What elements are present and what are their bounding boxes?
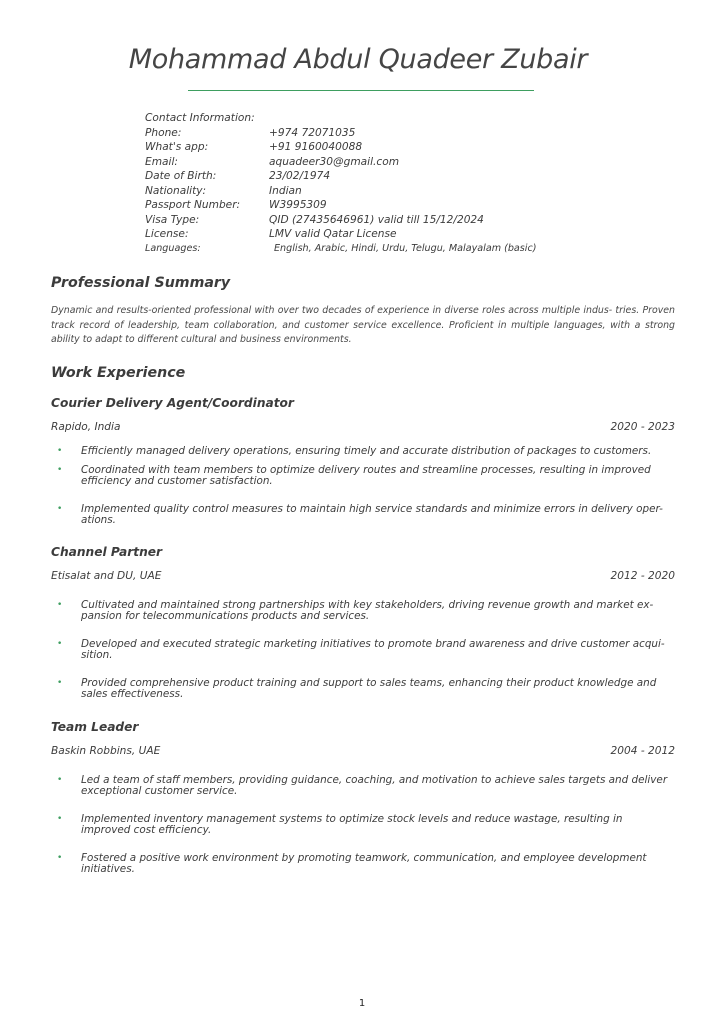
list-item: • Implemented quality control measures to maintain high service standards and minimize errors in delivery oper- ations. xyxy=(57,503,663,526)
contact-value: +91 9160040088 xyxy=(269,141,363,153)
contact-label: Visa Type: xyxy=(145,213,200,226)
contact-label: Passport Number: xyxy=(145,199,241,211)
contact-label: License: xyxy=(145,228,189,240)
contact-label: Date of Birth: xyxy=(145,170,217,182)
contact-row-phone xyxy=(145,126,537,141)
list-item: • Coordinated with team members to optimize delivery routes and streamline processes, resulting in improved efficiency and customer satisfaction. xyxy=(57,464,651,487)
bullet-dot-icon: • xyxy=(57,600,63,610)
job-title: Channel Partner xyxy=(51,545,163,559)
bullet-dot-icon: • xyxy=(57,814,63,824)
contact-row-visa xyxy=(145,213,537,228)
job-period: 2004 - 2012 xyxy=(610,745,675,757)
contact-row-email xyxy=(145,155,537,170)
contact-row-nationality xyxy=(145,184,537,199)
bullet-dot-icon: • xyxy=(57,504,63,514)
contact-row-languages xyxy=(145,242,537,257)
contact-block xyxy=(145,111,537,256)
job-meta xyxy=(51,421,675,433)
job-bullets xyxy=(57,446,675,526)
contact-row-dob xyxy=(145,169,537,184)
contact-value: +974 72071035 xyxy=(269,126,356,139)
contact-label: Email: xyxy=(145,155,178,168)
bullet-dot-icon: • xyxy=(57,639,63,649)
job-period: 2012 - 2020 xyxy=(610,570,675,582)
contact-value: English, Arabic, Hindi, Urdu, Telugu, Malayalam (basic) xyxy=(274,242,537,254)
list-item: • Provided comprehensive product training and support to sales teams, enhancing their product knowledge and sales effectiveness. xyxy=(57,677,657,700)
bullet-dot-icon: • xyxy=(57,853,63,863)
bullet-dot-icon: • xyxy=(57,446,63,456)
contact-label: What's app: xyxy=(145,141,209,153)
contact-value: W3995309 xyxy=(269,199,327,211)
job-meta xyxy=(51,570,675,582)
list-item: • Implemented inventory management systems to optimize stock levels and reduce wastage, resulting in improved cost efficiency. xyxy=(57,813,623,836)
job-meta xyxy=(51,745,675,757)
list-item: • Efficiently managed delivery operations, ensuring timely and accurate distribution of packages to customers. xyxy=(57,445,652,457)
contact-row-whatsapp xyxy=(145,140,537,155)
contact-value: aquadeer30@gmail.com xyxy=(269,155,400,168)
bullet-dot-icon: • xyxy=(57,678,63,688)
bullet-dot-icon: • xyxy=(57,465,63,475)
page-number: 1 xyxy=(358,998,366,1009)
contact-value: LMV valid Qatar License xyxy=(269,228,397,240)
job-title: Courier Delivery Agent/Coordinator xyxy=(51,396,294,410)
list-item: • Cultivated and maintained strong partnerships with key stakeholders, driving revenue growth and market ex- pansion for telecommunications products and services. xyxy=(57,599,654,622)
job-bullets xyxy=(57,600,675,700)
contact-row-license xyxy=(145,227,537,242)
contact-row-passport xyxy=(145,198,537,213)
job-bullets xyxy=(57,775,675,875)
contact-value: QID (27435646961) valid till 15/12/2024 xyxy=(269,213,484,226)
job-company: Baskin Robbins, UAE xyxy=(51,745,161,757)
contact-heading: Contact Information: xyxy=(145,112,255,124)
contact-label: Languages: xyxy=(145,242,201,254)
job-period: 2020 - 2023 xyxy=(610,421,675,433)
contact-value: Indian xyxy=(269,184,302,197)
name-divider xyxy=(188,90,534,91)
list-item: • Fostered a positive work environment by promoting teamwork, communication, and employee development initiatives. xyxy=(57,852,647,875)
contact-label: Phone: xyxy=(145,126,182,139)
job-company: Etisalat and DU, UAE xyxy=(51,570,162,582)
contact-label: Nationality: xyxy=(145,184,207,197)
list-item: • Led a team of staff members, providing guidance, coaching, and motivation to achieve sales targets and deliver exceptional customer service. xyxy=(57,774,668,797)
summary-text: Dynamic and results-oriented professional with over two decades of experience in diverse roles across multiple indus- tries. Proven track record of leadership, team collaboration, and customer service excellence. Proficient in multiple languages, with a strong ability to adapt to different cultural and business environments. xyxy=(51,305,675,345)
candidate-name: Mohammad Abdul Quadeer Zubair xyxy=(128,44,588,75)
summary-heading: Professional Summary xyxy=(51,275,231,291)
list-item: • Developed and executed strategic marketing initiatives to promote brand awareness and drive customer acqui- sition. xyxy=(57,638,665,661)
job-company: Rapido, India xyxy=(51,421,121,433)
work-experience-heading: Work Experience xyxy=(51,365,186,381)
job-title: Team Leader xyxy=(51,720,139,734)
contact-value: 23/02/1974 xyxy=(269,170,331,182)
bullet-dot-icon: • xyxy=(57,775,63,785)
